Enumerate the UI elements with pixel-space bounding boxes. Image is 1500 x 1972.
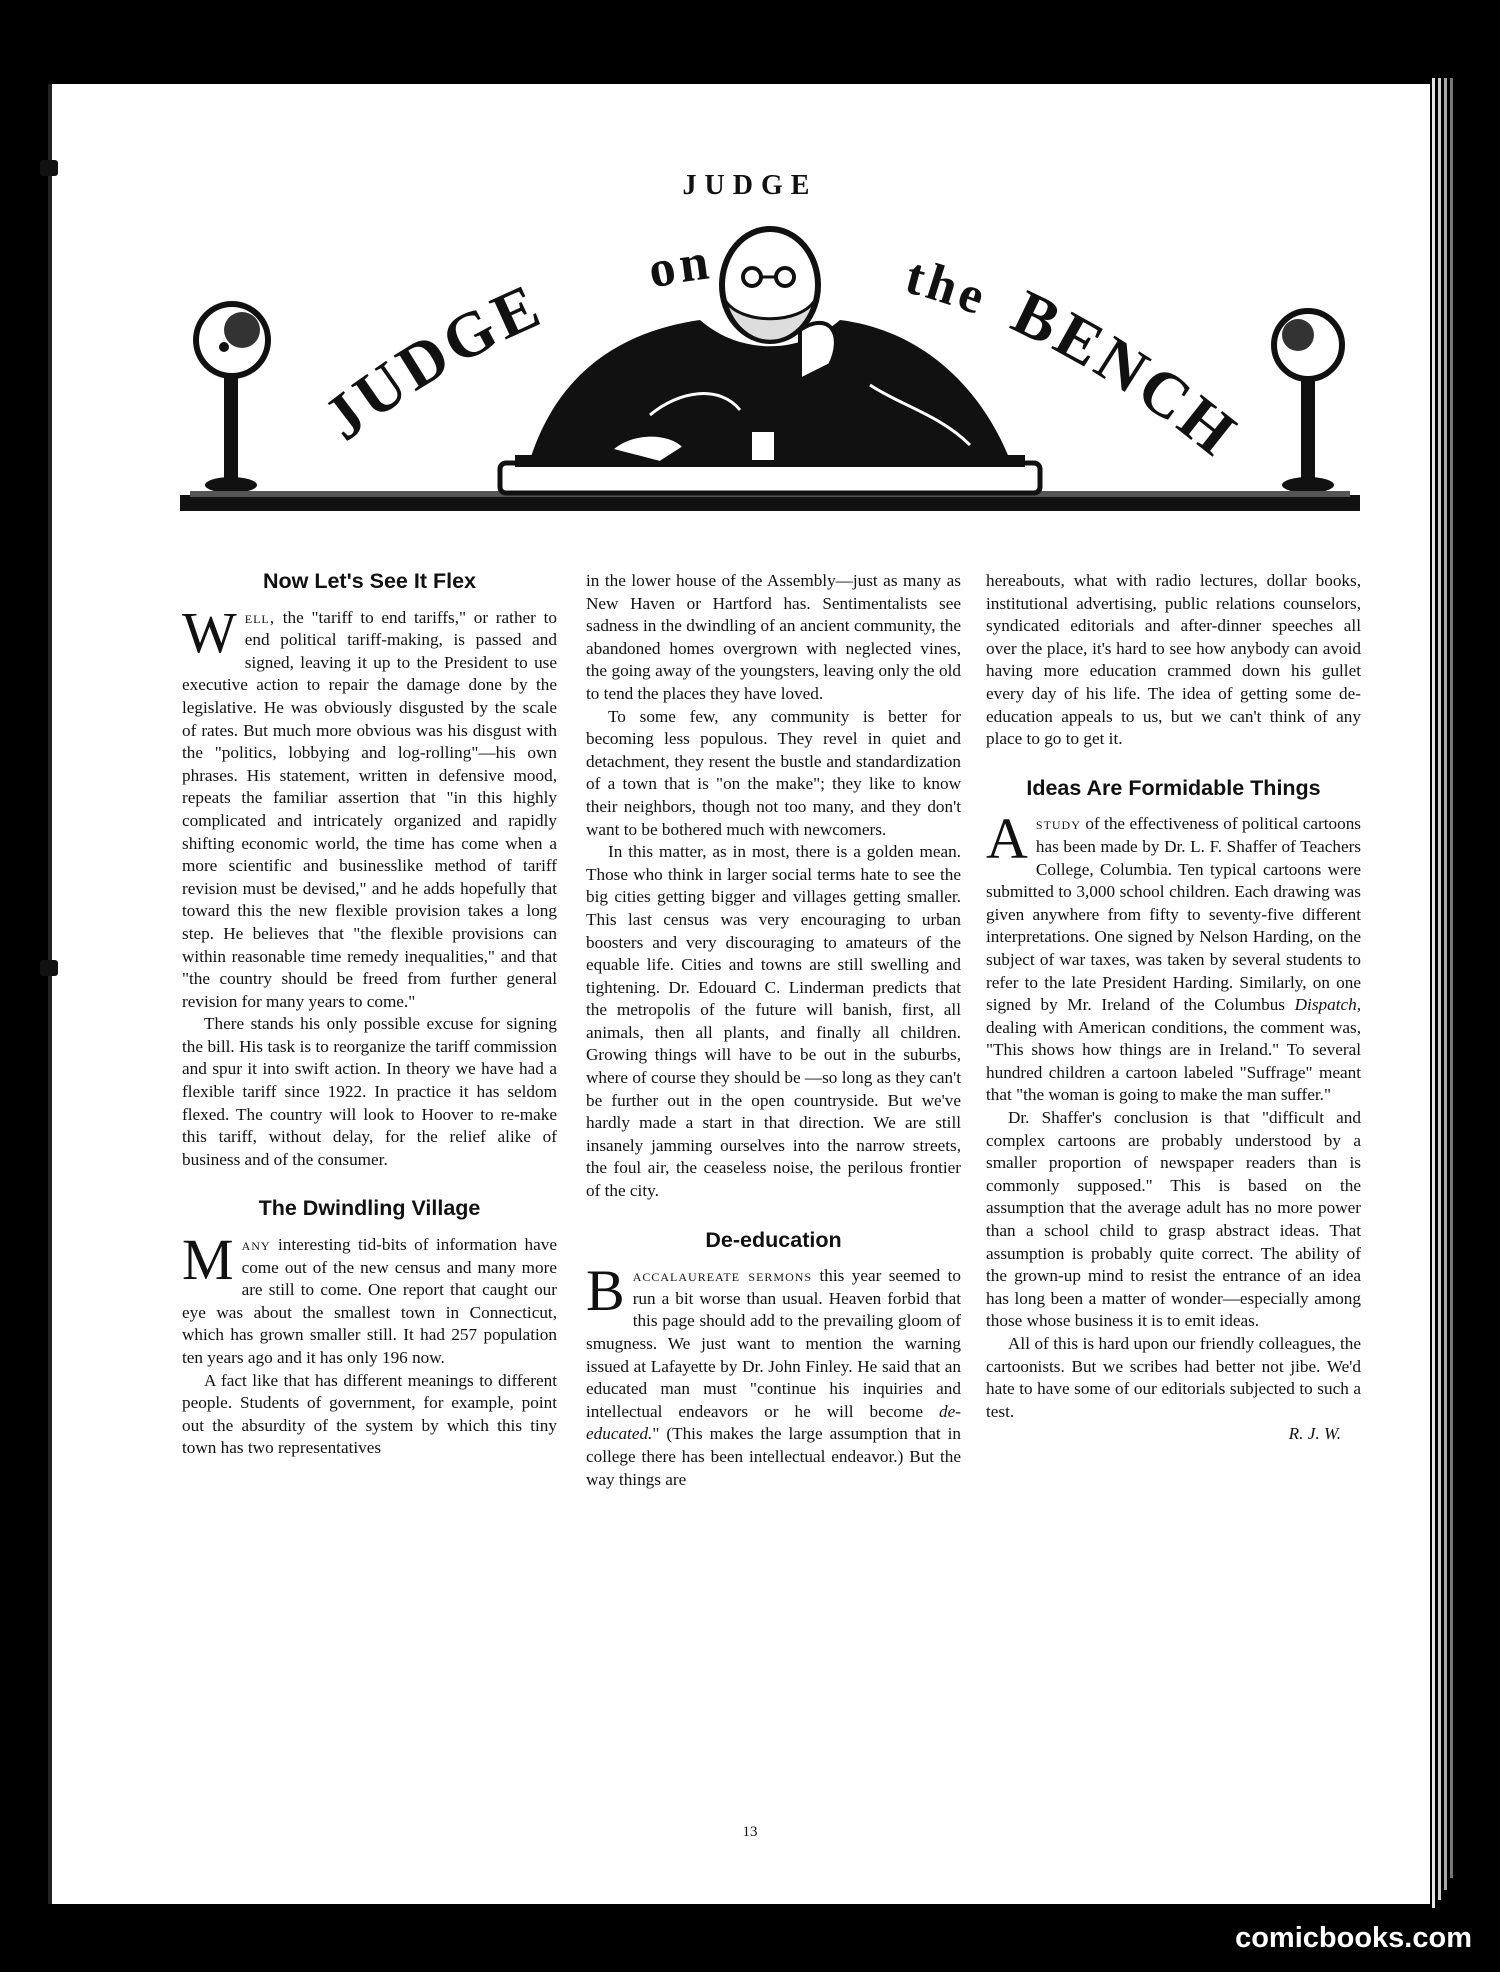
left-lamp-icon (196, 304, 268, 493)
author-signature: R. J. W. (1288, 1424, 1341, 1444)
page-edge (1438, 78, 1441, 1900)
binding-mark (40, 960, 58, 976)
drop-cap: A (986, 806, 1028, 872)
paragraph: Many interesting tid-bits of information have come out of the new census and many more are still to come. One report that caught our eye was about the smallest town in Connecticut, which has grown smaller still. It had 257 population ten years ago and it has only 196 now. (182, 1227, 557, 1367)
page-edge (1450, 78, 1453, 1878)
magazine-title: JUDGE (682, 170, 818, 201)
drop-cap: W (182, 599, 237, 665)
paragraph: Well, the "tariff to end tariffs," or rather to end political tariff-making, is passed and signed, leaving it up to the President to use executive action to repair the damage done by the legislative. He was obviously disgusted by the scale of rates. But much more obvious was his disgust with the "politics, lobbying and log-rolling"—his own phrases. His statement, written in defensive mood, repeats the familiar assertion that "in this highly complicated and intricately organized and rapidly shifting economic world, the time has come when a more scientific and businesslike method of tariff revision must be devised," and he adds hopefully that toward this the new flexible provision takes a long step. He believes that "the flexible provisions can within reasonable time remedy inequalities," and that "the country should be freed from further general revision for many years to come." (182, 599, 557, 1011)
section-title: The Dwindling Village (258, 1196, 481, 1221)
page-number: 13 (742, 1824, 758, 1840)
drop-cap: B (586, 1258, 625, 1324)
section-title: Ideas Are Formidable Things (1026, 775, 1321, 800)
page-binding-edge (48, 84, 52, 1904)
section-title: Now Let's See It Flex (262, 569, 476, 593)
masthead-illustration (180, 215, 1360, 515)
paragraph: Baccalaureate sermons this year seemed to run a bit worse than usual. Heaven forbid that this page should add to the prevailing gloom of smugness. We just want to mention the warning issued at Lafayette by Dr. John Finley. He said that an educated man must "continue his inquiries and intellectual endeavors or he will become de-educated." (This makes the large assumption that in college there has been intellectual endeavor.) But the way things are (586, 1258, 961, 1489)
paragraph: Astudy of the effectiveness of political cartoons has been made by Dr. L. F. Shaffer of Teachers College, Columbia. Ten typical cartoons were submitted to 3,000 school children. Each drawing was given anywhere from fifty to seventy-five different interpretations. One signed by Nelson Harding, on the subject of war taxes, was taken by several students to refer to the late President Harding. Similarly, on one signed by Mr. Ireland of the Columbus Dispatch, dealing with American conditions, the comment was, "This shows how things are in Ireland." To several hundred children a cartoon labeled "Suffrage" meant that "the woman is going to make the man suffer." (986, 806, 1361, 1105)
paragraph: hereabouts, what with radio lectures, dollar books, institutional advertising, public relations counselors, syndicated editorials and after-dinner speeches all over the place, it's hard to see how anybody can avoid having more education crammed down his gullet every day of his life. The idea of getting some de-education appeals to us, but we can't think of any place to go to get it. (986, 571, 1361, 749)
paragraph: There stands his only possible excuse for signing the bill. His task is to reorganize the tariff commission and spur it into swift action. In theory we have had a flexible tariff since 1922. In practice it has seldom flexed. The country will look to Hoover to re-make this tariff, without delay, for the relief alike of business and of the consumer. (182, 1014, 557, 1169)
column-1 (182, 570, 557, 1460)
column-3 (986, 570, 1361, 1446)
paragraph: In this matter, as in most, there is a golden mean. Those who think in larger social terms hate to see the big cities getting bigger and villages getting smaller. This last census was very encouraging to urban boosters and very discouraging to amateurs of the equable life. Cities and towns are still swelling and tightening. Dr. Edouard C. Linderman predicts that the metropolis of the future will banish, first, all animals, then all plants, and finally all children. Growing things will have to be out in the suburbs, where of course they should be —so long as they can't be further out in the open countryside. But we've hardly made a start in that direction. We are still insanely jamming ourselves into the narrow streets, the foul air, the ceaseless noise, the perilous frontier of the city. (586, 842, 961, 1201)
paragraph: All of this is hard upon our friendly colleagues, the cartoonists. But we scribes had better not jibe. We'd hate to have some of our editorials subjected to such a test. (986, 1334, 1361, 1421)
section-title: De-education (705, 1227, 842, 1252)
paragraph: Dr. Shaffer's conclusion is that "difficult and complex cartoons are probably understood by a smaller proportion of newspaper readers than is commonly supposed." This is based on the assumption that the average adult has no more power than a school child to grasp abstract ideas. That assumption is probably quite correct. The ability of the grown-up mind to resist the entrance of an idea has long been a matter of wonder—especially among those whose business it is to emit ideas. (986, 1108, 1361, 1331)
paragraph: To some few, any community is better for becoming less populous. They revel in quiet and detachment, they resent the bustle and standardization of a town that is "on the make"; they like to know their neighbors, though not too many, and they don't want to be bothered much with newcomers. (586, 706, 961, 839)
page-edge (1444, 78, 1447, 1890)
column-2 (586, 570, 961, 1491)
page-edge (1432, 78, 1435, 1908)
right-lamp-icon (1274, 311, 1342, 493)
site-watermark: comicbooks.com (1235, 1922, 1472, 1954)
paragraph: in the lower house of the Assembly—just as many as New Haven or Hartford has. Sentimentalists see sadness in the dwindling of an ancient community, the abandoned homes overgrown with neglected vines, the going away of the youngsters, leaving only the old to tend the places they have loved. (586, 571, 961, 703)
paragraph: A fact like that has different meanings to different people. Students of government, for example, point out the absurdity of the system by which this tiny town has two representatives (182, 1370, 557, 1458)
masthead-title: JUDGEon theBENCH (310, 233, 1252, 471)
drop-cap: M (182, 1227, 234, 1293)
article-columns (182, 570, 1362, 1820)
